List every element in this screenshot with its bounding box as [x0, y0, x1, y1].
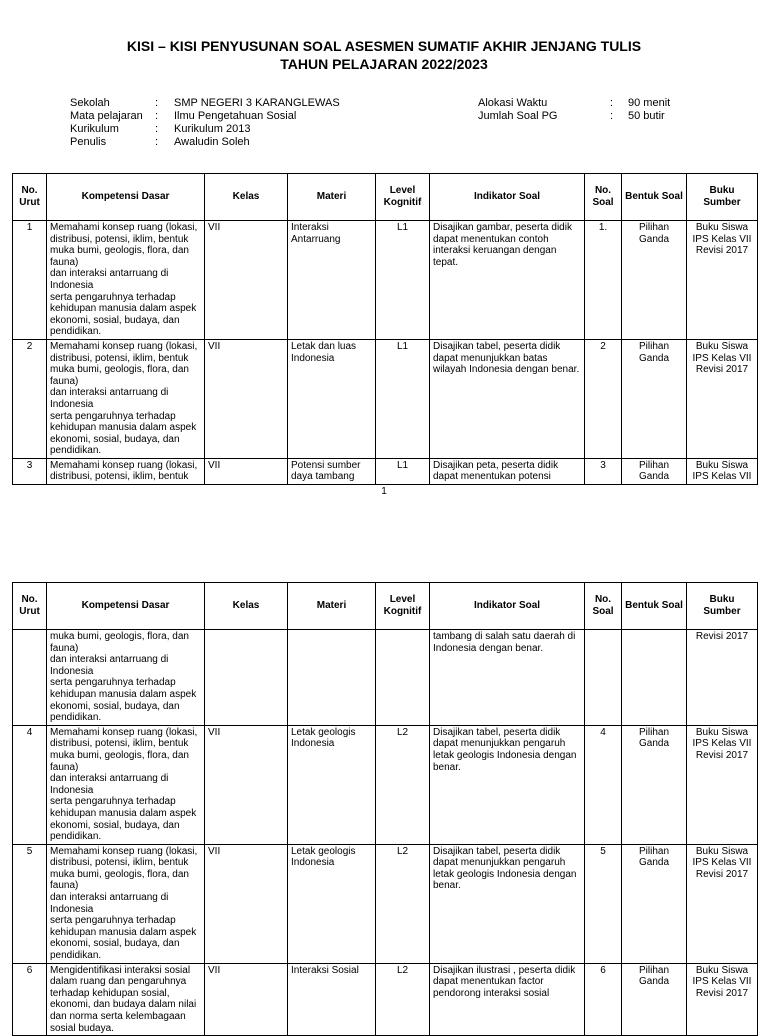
cell-materi: Interaksi Antarruang [288, 221, 376, 340]
cell-indikator-soal: Disajikan gambar, peserta didik dapat menentukan contoh interaksi keruangan dengan tepat. [430, 221, 585, 340]
cell-no-soal: 1. [585, 221, 622, 340]
info-label: Jumlah Soal PG [478, 110, 558, 122]
cell-bentuk-soal: Pilihan Ganda [622, 339, 687, 458]
info-row [478, 110, 758, 123]
header-no-urut: No. Urut [13, 174, 47, 221]
cell-no-urut: 6 [13, 963, 47, 1036]
cell-bentuk-soal: Pilihan Ganda [622, 725, 687, 844]
header-kelas: Kelas [205, 583, 288, 630]
cell-no-urut: 1 [13, 221, 47, 340]
kisi-table-page-1 [12, 173, 758, 485]
table-row [13, 725, 758, 844]
cell-level-kognitif: L1 [376, 339, 430, 458]
info-colon: : [155, 110, 159, 122]
info-row [70, 123, 390, 136]
kisi-table-page-2 [12, 582, 758, 1036]
cell-indikator-soal: Disajikan tabel, peserta didik dapat menunjukkan pengaruh letak geologis Indonesia dengan benar. [430, 725, 585, 844]
header-materi: Materi [288, 174, 376, 221]
cell-kelas: VII [205, 221, 288, 340]
header-indikator-soal: Indikator Soal [430, 174, 585, 221]
cell-materi: Letak dan luas Indonesia [288, 339, 376, 458]
info-label: Sekolah [70, 97, 110, 109]
page-number: 1 [381, 486, 387, 497]
cell-no-urut: 2 [13, 339, 47, 458]
header-no-soal: No. Soal [585, 583, 622, 630]
cell-indikator-soal: Disajikan peta, peserta didik dapat menentukan potensi [430, 458, 585, 484]
info-colon: : [155, 97, 159, 109]
cell-no-soal [585, 630, 622, 726]
page-title-line-1: KISI – KISI PENYUSUNAN SOAL ASESMEN SUMATIF AKHIR JENJANG TULIS [126, 38, 642, 54]
cell-bentuk-soal: Pilihan Ganda [622, 844, 687, 963]
cell-no-soal: 5 [585, 844, 622, 963]
info-label: Mata pelajaran [70, 110, 143, 122]
header-indikator-soal: Indikator Soal [430, 583, 585, 630]
document-info-right [478, 97, 758, 123]
cell-buku-sumber: Buku Siswa IPS Kelas VII Revisi 2017 [687, 339, 758, 458]
cell-indikator-soal: Disajikan tabel, peserta didik dapat menunjukkan pengaruh letak geologis Indonesia dengan benar. [430, 844, 585, 963]
header-materi: Materi [288, 583, 376, 630]
info-value: Awaludin Soleh [174, 136, 250, 148]
info-colon: : [155, 123, 159, 135]
cell-level-kognitif: L2 [376, 844, 430, 963]
cell-materi [288, 630, 376, 726]
cell-bentuk-soal: Pilihan Ganda [622, 221, 687, 340]
cell-buku-sumber: Buku Siswa IPS Kelas VII Revisi 2017 [687, 221, 758, 340]
info-value: 50 butir [628, 110, 665, 122]
cell-kelas [205, 630, 288, 726]
cell-bentuk-soal: Pilihan Ganda [622, 458, 687, 484]
header-bentuk-soal: Bentuk Soal [622, 174, 687, 221]
cell-kelas: VII [205, 458, 288, 484]
table-row [13, 844, 758, 963]
cell-no-urut [13, 630, 47, 726]
header-buku-sumber: Buku Sumber [687, 583, 758, 630]
info-label: Penulis [70, 136, 107, 148]
cell-kompetensi-dasar: muka bumi, geologis, flora, dan fauna) dan interaksi antarruang di Indonesia serta pengaruhnya terhadap kehidupan manusia dalam aspek ekonomi, sosial, budaya, dan pendidikan. [47, 630, 205, 726]
cell-materi: Potensi sumber daya tambang [288, 458, 376, 484]
cell-level-kognitif: L2 [376, 963, 430, 1036]
header-bentuk-soal: Bentuk Soal [622, 583, 687, 630]
info-row [70, 136, 390, 149]
table-row [13, 221, 758, 340]
header-kelas: Kelas [205, 174, 288, 221]
cell-kelas: VII [205, 963, 288, 1036]
info-label: Alokasi Waktu [478, 97, 548, 109]
cell-indikator-soal: tambang di salah satu daerah di Indonesia dengan benar. [430, 630, 585, 726]
info-row [70, 97, 390, 110]
table-header-row [13, 174, 758, 221]
cell-indikator-soal: Disajikan ilustrasi , peserta didik dapat menentukan factor pendorong interaksi sosial [430, 963, 585, 1036]
cell-bentuk-soal [622, 630, 687, 726]
document-info-left [70, 97, 390, 149]
cell-bentuk-soal: Pilihan Ganda [622, 963, 687, 1036]
cell-kompetensi-dasar: Mengidentifikasi interaksi sosial dalam ruang dan pengaruhnya terhadap kehidupan sosial, ekonomi, dan budaya dalam nilai dan norma serta kelembagaan sosial budaya. [47, 963, 205, 1036]
info-row [70, 110, 390, 123]
cell-kompetensi-dasar: Memahami konsep ruang (lokasi, distribusi, potensi, iklim, bentuk muka bumi, geologis, flora, dan fauna) dan interaksi antarruang di Indonesia serta pengaruhnya terhadap kehidupan manusia dalam aspek ekonomi, sosial, budaya, dan pendidikan. [47, 339, 205, 458]
cell-kelas: VII [205, 339, 288, 458]
cell-kompetensi-dasar: Memahami konsep ruang (lokasi, distribusi, potensi, iklim, bentuk muka bumi, geologis, flora, dan fauna) dan interaksi antarruang di Indonesia serta pengaruhnya terhadap kehidupan manusia dalam aspek ekonomi, sosial, budaya, dan pendidikan. [47, 725, 205, 844]
cell-no-soal: 3 [585, 458, 622, 484]
header-level-kognitif: Level Kognitif [376, 583, 430, 630]
header-kompetensi-dasar: Kompetensi Dasar [47, 174, 205, 221]
info-value: Kurikulum 2013 [174, 123, 251, 135]
header-no-soal: No. Soal [585, 174, 622, 221]
cell-materi: Letak geologis Indonesia [288, 725, 376, 844]
table-row [13, 963, 758, 1036]
header-buku-sumber: Buku Sumber [687, 174, 758, 221]
cell-level-kognitif [376, 630, 430, 726]
cell-kompetensi-dasar: Memahami konsep ruang (lokasi, distribusi, potensi, iklim, bentuk muka bumi, geologis, flora, dan fauna) dan interaksi antarruang di Indonesia serta pengaruhnya terhadap kehidupan manusia dalam aspek ekonomi, sosial, budaya, dan pendidikan. [47, 844, 205, 963]
info-colon: : [155, 136, 159, 148]
cell-materi: Letak geologis Indonesia [288, 844, 376, 963]
cell-level-kognitif: L1 [376, 458, 430, 484]
cell-no-soal: 2 [585, 339, 622, 458]
header-no-urut: No. Urut [13, 583, 47, 630]
cell-buku-sumber: Revisi 2017 [687, 630, 758, 726]
table-header-row [13, 583, 758, 630]
info-colon: : [610, 110, 614, 122]
cell-level-kognitif: L1 [376, 221, 430, 340]
cell-no-urut: 4 [13, 725, 47, 844]
cell-kelas: VII [205, 844, 288, 963]
table-row [13, 630, 758, 726]
header-kompetensi-dasar: Kompetensi Dasar [47, 583, 205, 630]
cell-no-soal: 4 [585, 725, 622, 844]
info-value: Ilmu Pengetahuan Sosial [174, 110, 297, 122]
cell-buku-sumber: Buku Siswa IPS Kelas VII Revisi 2017 [687, 963, 758, 1036]
cell-kompetensi-dasar: Memahami konsep ruang (lokasi, distribusi, potensi, iklim, bentuk muka bumi, geologis, flora, dan fauna) dan interaksi antarruang di Indonesia serta pengaruhnya terhadap kehidupan manusia dalam aspek ekonomi, sosial, budaya, dan pendidikan. [47, 221, 205, 340]
cell-buku-sumber: Buku Siswa IPS Kelas VII Revisi 2017 [687, 725, 758, 844]
cell-materi: Interaksi Sosial [288, 963, 376, 1036]
table-row [13, 339, 758, 458]
cell-level-kognitif: L2 [376, 725, 430, 844]
cell-indikator-soal: Disajikan tabel, peserta didik dapat menunjukkan batas wilayah Indonesia dengan benar. [430, 339, 585, 458]
cell-kelas: VII [205, 725, 288, 844]
info-value: SMP NEGERI 3 KARANGLEWAS [174, 97, 340, 109]
cell-buku-sumber: Buku Siswa IPS Kelas VII [687, 458, 758, 484]
cell-no-soal: 6 [585, 963, 622, 1036]
cell-no-urut: 5 [13, 844, 47, 963]
cell-no-urut: 3 [13, 458, 47, 484]
info-row [478, 97, 758, 110]
info-value: 90 menit [628, 97, 671, 109]
page-title-line-2: TAHUN PELAJARAN 2022/2023 [280, 56, 488, 72]
cell-buku-sumber: Buku Siswa IPS Kelas VII Revisi 2017 [687, 844, 758, 963]
info-label: Kurikulum [70, 123, 119, 135]
cell-kompetensi-dasar: Memahami konsep ruang (lokasi, distribusi, potensi, iklim, bentuk [47, 458, 205, 484]
table-row [13, 458, 758, 484]
info-colon: : [610, 97, 614, 109]
header-level-kognitif: Level Kognitif [376, 174, 430, 221]
